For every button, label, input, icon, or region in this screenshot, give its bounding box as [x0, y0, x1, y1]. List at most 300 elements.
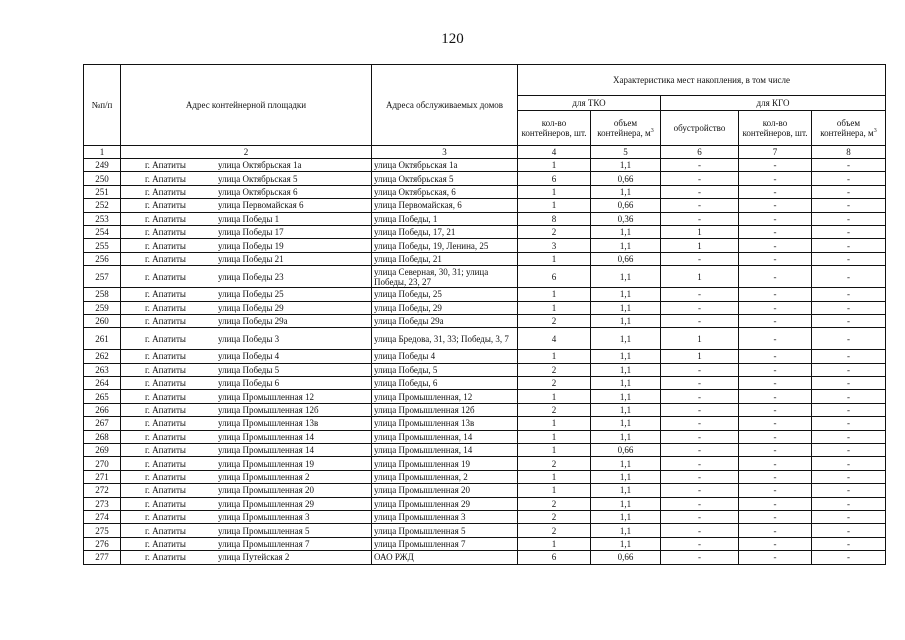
kgo-container-volume: -: [812, 363, 886, 376]
tko-container-count: 1: [518, 417, 591, 430]
kgo-container-count: -: [739, 328, 812, 350]
kgo-arrangement: -: [661, 199, 739, 212]
row-number: 268: [84, 430, 121, 443]
site-city: г. Апатиты: [145, 302, 186, 313]
site-address: [121, 390, 372, 403]
table-row: [84, 430, 886, 443]
kgo-arrangement: 1: [661, 239, 739, 252]
served-houses: улица Победы 4: [372, 350, 518, 363]
tko-container-volume: 1,1: [591, 266, 661, 288]
site-address: [121, 159, 372, 172]
site-street: улица Промышленная 5: [218, 525, 310, 536]
table-body: [84, 159, 886, 565]
tko-container-count: 1: [518, 444, 591, 457]
kgo-container-count: -: [739, 239, 812, 252]
kgo-container-volume: -: [812, 430, 886, 443]
kgo-container-volume: -: [812, 159, 886, 172]
site-street: улица Промышленная 20: [218, 485, 314, 496]
column-index: 3: [372, 146, 518, 159]
tko-container-count: 1: [518, 185, 591, 198]
row-number: 259: [84, 301, 121, 314]
kgo-arrangement: -: [661, 457, 739, 470]
served-houses: улица Октябрьская 1а: [372, 159, 518, 172]
served-houses: улица Промышленная, 2: [372, 470, 518, 483]
site-address: [121, 510, 372, 523]
kgo-container-count: -: [739, 497, 812, 510]
kgo-container-volume: -: [812, 212, 886, 225]
column-index: 5: [591, 146, 661, 159]
kgo-container-volume: -: [812, 328, 886, 350]
site-street: улица Путейская 2: [218, 552, 290, 563]
col-header-kgo: для КГО: [661, 96, 886, 111]
tko-container-count: 2: [518, 510, 591, 523]
tko-container-count: 2: [518, 457, 591, 470]
site-city: г. Апатиты: [145, 227, 186, 238]
served-houses: улица Промышленная 19: [372, 457, 518, 470]
kgo-arrangement: -: [661, 470, 739, 483]
kgo-arrangement: -: [661, 314, 739, 327]
col-header-group: Характеристика мест накопления, в том числе: [518, 65, 886, 96]
site-street: улица Победы 17: [218, 227, 284, 238]
table-row: [84, 363, 886, 376]
kgo-container-count: -: [739, 185, 812, 198]
table-row: [84, 457, 886, 470]
column-index: 2: [121, 146, 372, 159]
site-address: [121, 314, 372, 327]
col-header-kgo-arrangement: обустройство: [661, 111, 739, 146]
tko-container-count: 1: [518, 199, 591, 212]
row-number: 272: [84, 484, 121, 497]
served-houses: улица Победы, 25: [372, 288, 518, 301]
row-number: 274: [84, 510, 121, 523]
served-houses: улица Октябрьская 5: [372, 172, 518, 185]
tko-container-count: 2: [518, 314, 591, 327]
site-street: улица Победы 29: [218, 302, 284, 313]
row-number: 254: [84, 225, 121, 238]
tko-container-count: 8: [518, 212, 591, 225]
kgo-arrangement: -: [661, 212, 739, 225]
kgo-arrangement: 1: [661, 266, 739, 288]
table-row: [84, 551, 886, 564]
tko-container-volume: 1,1: [591, 239, 661, 252]
kgo-container-count: -: [739, 266, 812, 288]
row-number: 273: [84, 497, 121, 510]
col-header-kgo-count: кол-во контейнеров, шт.: [739, 111, 812, 146]
site-address: [121, 288, 372, 301]
served-houses: улица Промышленная 29: [372, 497, 518, 510]
site-city: г. Апатиты: [145, 160, 186, 171]
site-street: улица Победы 19: [218, 240, 284, 251]
tko-container-volume: 1,1: [591, 470, 661, 483]
served-houses: улица Первомайская, 6: [372, 199, 518, 212]
site-address: [121, 377, 372, 390]
row-number: 261: [84, 328, 121, 350]
kgo-container-volume: -: [812, 301, 886, 314]
row-number: 265: [84, 390, 121, 403]
site-address: [121, 239, 372, 252]
tko-container-count: 3: [518, 239, 591, 252]
tko-container-volume: 1,1: [591, 301, 661, 314]
kgo-arrangement: -: [661, 377, 739, 390]
row-number: 258: [84, 288, 121, 301]
site-address: [121, 252, 372, 265]
row-number: 253: [84, 212, 121, 225]
table-row: [84, 159, 886, 172]
site-street: улица Промышленная 12: [218, 391, 314, 402]
table-row: [84, 172, 886, 185]
row-number: 266: [84, 403, 121, 416]
kgo-container-volume: -: [812, 417, 886, 430]
site-address: [121, 524, 372, 537]
kgo-container-count: -: [739, 225, 812, 238]
table-row: [84, 390, 886, 403]
site-address: [121, 417, 372, 430]
site-street: улица Промышленная 7: [218, 538, 310, 549]
col-header-kgo-volume: объем контейнера, $м^3$: [812, 111, 886, 146]
kgo-container-volume: -: [812, 510, 886, 523]
tko-container-count: 2: [518, 524, 591, 537]
table-row: [84, 314, 886, 327]
site-city: г. Апатиты: [145, 240, 186, 251]
site-street: улица Победы 21: [218, 253, 284, 264]
tko-container-count: 1: [518, 252, 591, 265]
tko-container-count: 2: [518, 497, 591, 510]
row-number: 269: [84, 444, 121, 457]
tko-container-volume: 1,1: [591, 363, 661, 376]
kgo-arrangement: -: [661, 484, 739, 497]
kgo-container-volume: -: [812, 470, 886, 483]
row-number: 257: [84, 266, 121, 288]
site-address: [121, 537, 372, 550]
table-row: [84, 301, 886, 314]
column-index: 6: [661, 146, 739, 159]
kgo-arrangement: -: [661, 497, 739, 510]
site-street: улица Промышленная 12б: [218, 405, 319, 416]
tko-container-volume: 1,1: [591, 159, 661, 172]
site-street: улица Промышленная 13в: [218, 418, 319, 429]
table-row: [84, 252, 886, 265]
site-street: улица Победы 29а: [218, 316, 288, 327]
site-city: г. Апатиты: [145, 552, 186, 563]
kgo-arrangement: -: [661, 510, 739, 523]
site-address: [121, 172, 372, 185]
tko-container-volume: 1,1: [591, 288, 661, 301]
site-city: г. Апатиты: [145, 173, 186, 184]
served-houses: улица Промышленная 7: [372, 537, 518, 550]
site-city: г. Апатиты: [145, 213, 186, 224]
site-city: г. Апатиты: [145, 498, 186, 509]
kgo-container-count: -: [739, 417, 812, 430]
served-houses: улица Победы, 5: [372, 363, 518, 376]
site-city: г. Апатиты: [145, 405, 186, 416]
kgo-container-volume: -: [812, 377, 886, 390]
kgo-container-count: -: [739, 377, 812, 390]
served-houses: улица Промышленная 20: [372, 484, 518, 497]
kgo-arrangement: -: [661, 390, 739, 403]
served-houses: улица Победы 29а: [372, 314, 518, 327]
kgo-arrangement: -: [661, 301, 739, 314]
tko-container-volume: 1,1: [591, 390, 661, 403]
served-houses: улица Победы, 29: [372, 301, 518, 314]
tko-container-count: 1: [518, 301, 591, 314]
tko-container-volume: 1,1: [591, 417, 661, 430]
tko-container-volume: 1,1: [591, 225, 661, 238]
site-address: [121, 470, 372, 483]
tko-container-volume: 1,1: [591, 314, 661, 327]
site-city: г. Апатиты: [145, 253, 186, 264]
kgo-container-count: -: [739, 457, 812, 470]
tko-container-count: 2: [518, 363, 591, 376]
kgo-container-count: -: [739, 199, 812, 212]
tko-container-volume: 0,66: [591, 252, 661, 265]
kgo-arrangement: -: [661, 288, 739, 301]
row-number: 249: [84, 159, 121, 172]
table-row: [84, 537, 886, 550]
tko-container-volume: 1,1: [591, 510, 661, 523]
site-street: улица Промышленная 14: [218, 445, 314, 456]
tko-container-volume: 1,1: [591, 185, 661, 198]
kgo-container-volume: -: [812, 524, 886, 537]
kgo-container-count: -: [739, 537, 812, 550]
kgo-container-volume: -: [812, 484, 886, 497]
site-street: улица Октябрьская 6: [218, 186, 298, 197]
row-number: 255: [84, 239, 121, 252]
site-street: улица Победы 5: [218, 364, 280, 375]
kgo-container-volume: -: [812, 403, 886, 416]
kgo-arrangement: -: [661, 417, 739, 430]
kgo-container-count: -: [739, 212, 812, 225]
site-address: [121, 185, 372, 198]
tko-container-count: 1: [518, 470, 591, 483]
kgo-container-volume: -: [812, 239, 886, 252]
kgo-container-count: -: [739, 470, 812, 483]
site-street: улица Промышленная 2: [218, 472, 310, 482]
kgo-container-volume: -: [812, 266, 886, 288]
site-street: улица Промышленная 29: [218, 498, 314, 509]
served-houses: улица Победы, 17, 21: [372, 225, 518, 238]
kgo-container-volume: -: [812, 457, 886, 470]
row-number: 264: [84, 377, 121, 390]
row-number: 277: [84, 551, 121, 564]
tko-container-volume: 1,1: [591, 457, 661, 470]
kgo-container-count: -: [739, 430, 812, 443]
col-header-tko-count: кол-во контейнеров, шт.: [518, 111, 591, 146]
site-street: улица Промышленная 19: [218, 458, 314, 469]
kgo-container-count: -: [739, 484, 812, 497]
col-header-served: Адреса обслуживаемых домов: [372, 65, 518, 146]
kgo-container-volume: -: [812, 497, 886, 510]
kgo-container-count: -: [739, 252, 812, 265]
site-address: [121, 484, 372, 497]
kgo-container-count: -: [739, 363, 812, 376]
table-row: [84, 266, 886, 288]
site-address: [121, 444, 372, 457]
kgo-container-volume: -: [812, 350, 886, 363]
row-number: 260: [84, 314, 121, 327]
table-row: [84, 225, 886, 238]
column-index: 1: [84, 146, 121, 159]
tko-container-volume: 1,1: [591, 484, 661, 497]
tko-container-volume: 1,1: [591, 497, 661, 510]
table-row: [84, 239, 886, 252]
row-number: 256: [84, 252, 121, 265]
tko-container-volume: 0,66: [591, 444, 661, 457]
site-city: г. Апатиты: [145, 391, 186, 402]
table-row: [84, 350, 886, 363]
tko-container-count: 2: [518, 225, 591, 238]
kgo-arrangement: 1: [661, 328, 739, 350]
table-row: [84, 328, 886, 350]
table-row: [84, 288, 886, 301]
kgo-container-count: -: [739, 172, 812, 185]
site-city: г. Апатиты: [145, 512, 186, 523]
kgo-container-volume: -: [812, 314, 886, 327]
col-header-address: Адрес контейнерной площадки: [121, 65, 372, 146]
site-street: улица Октябрьская 5: [218, 173, 298, 184]
site-city: г. Апатиты: [145, 289, 186, 300]
site-address: [121, 301, 372, 314]
served-houses: улица Северная, 30, 31; улица Победы, 23, 27: [372, 266, 518, 288]
site-street: улица Победы 25: [218, 289, 284, 300]
container-sites-table: [83, 64, 886, 565]
kgo-arrangement: -: [661, 444, 739, 457]
site-street: улица Октябрьская 1а: [218, 160, 302, 171]
row-number: 270: [84, 457, 121, 470]
served-houses: улица Бредова, 31, 33; Победы, 3, 7: [372, 328, 518, 350]
kgo-arrangement: 1: [661, 350, 739, 363]
kgo-arrangement: -: [661, 252, 739, 265]
served-houses: улица Победы, 19, Ленина, 25: [372, 239, 518, 252]
tko-container-count: 6: [518, 266, 591, 288]
site-city: г. Апатиты: [145, 525, 186, 536]
site-address: [121, 328, 372, 350]
kgo-container-count: -: [739, 288, 812, 301]
kgo-arrangement: -: [661, 524, 739, 537]
table-row: [84, 497, 886, 510]
site-city: г. Апатиты: [145, 333, 186, 344]
tko-container-count: 1: [518, 484, 591, 497]
kgo-container-volume: -: [812, 225, 886, 238]
table-row: [84, 185, 886, 198]
row-number: 271: [84, 470, 121, 483]
site-street: улица Победы 4: [218, 351, 280, 362]
kgo-container-count: -: [739, 403, 812, 416]
served-houses: улица Промышленная, 12: [372, 390, 518, 403]
site-address: [121, 551, 372, 564]
kgo-arrangement: -: [661, 537, 739, 550]
kgo-container-count: -: [739, 524, 812, 537]
served-houses: улица Победы, 1: [372, 212, 518, 225]
site-city: г. Апатиты: [145, 472, 186, 482]
served-houses: улица Промышленная, 14: [372, 430, 518, 443]
served-houses: улица Промышленная 13в: [372, 417, 518, 430]
table-row: [84, 524, 886, 537]
site-address: [121, 199, 372, 212]
tko-container-count: 1: [518, 159, 591, 172]
kgo-container-count: -: [739, 390, 812, 403]
kgo-container-volume: -: [812, 551, 886, 564]
tko-container-count: 6: [518, 172, 591, 185]
row-number: 250: [84, 172, 121, 185]
tko-container-volume: 1,1: [591, 350, 661, 363]
row-number: 276: [84, 537, 121, 550]
table-row: [84, 417, 886, 430]
site-city: г. Апатиты: [145, 378, 186, 389]
tko-container-count: 1: [518, 537, 591, 550]
site-street: улица Победы 23: [218, 271, 284, 282]
site-address: [121, 225, 372, 238]
site-street: улица Первомайская 6: [218, 200, 304, 211]
served-houses: улица Промышленная 5: [372, 524, 518, 537]
tko-container-volume: 1,1: [591, 430, 661, 443]
kgo-arrangement: -: [661, 159, 739, 172]
tko-container-count: 1: [518, 350, 591, 363]
kgo-container-count: -: [739, 444, 812, 457]
site-city: г. Апатиты: [145, 485, 186, 496]
kgo-container-count: -: [739, 301, 812, 314]
served-houses: улица Октябрьская, 6: [372, 185, 518, 198]
site-city: г. Апатиты: [145, 458, 186, 469]
tko-container-volume: 0,36: [591, 212, 661, 225]
column-index: 7: [739, 146, 812, 159]
table-row: [84, 199, 886, 212]
site-street: улица Победы 6: [218, 378, 280, 389]
site-city: г. Апатиты: [145, 186, 186, 197]
site-city: г. Апатиты: [145, 271, 186, 282]
site-city: г. Апатиты: [145, 538, 186, 549]
site-address: [121, 212, 372, 225]
served-houses: улица Промышленная 12б: [372, 403, 518, 416]
tko-container-count: 6: [518, 551, 591, 564]
column-index: 4: [518, 146, 591, 159]
tko-container-count: 4: [518, 328, 591, 350]
kgo-arrangement: 1: [661, 225, 739, 238]
site-street: улица Промышленная 3: [218, 512, 310, 523]
site-city: г. Апатиты: [145, 418, 186, 429]
kgo-container-count: -: [739, 510, 812, 523]
site-street: улица Победы 1: [218, 213, 280, 224]
table-row: [84, 403, 886, 416]
served-houses: улица Победы, 21: [372, 252, 518, 265]
tko-container-volume: 1,1: [591, 377, 661, 390]
table-row: [84, 444, 886, 457]
table-row: [84, 484, 886, 497]
kgo-container-volume: -: [812, 537, 886, 550]
site-city: г. Апатиты: [145, 364, 186, 375]
row-number: 262: [84, 350, 121, 363]
col-header-tko: для ТКО: [518, 96, 661, 111]
page-number: 120: [441, 31, 464, 47]
tko-container-count: 1: [518, 430, 591, 443]
site-address: [121, 457, 372, 470]
tko-container-volume: 1,1: [591, 537, 661, 550]
kgo-container-volume: -: [812, 185, 886, 198]
served-houses: улица Промышленная, 14: [372, 444, 518, 457]
kgo-container-volume: -: [812, 390, 886, 403]
site-street: улица Победы 3: [218, 333, 280, 344]
row-number: 252: [84, 199, 121, 212]
kgo-container-count: -: [739, 314, 812, 327]
kgo-container-volume: -: [812, 172, 886, 185]
row-number: 267: [84, 417, 121, 430]
kgo-container-volume: -: [812, 199, 886, 212]
kgo-container-count: -: [739, 350, 812, 363]
site-address: [121, 430, 372, 443]
served-houses: улица Промышленная 3: [372, 510, 518, 523]
kgo-container-volume: -: [812, 444, 886, 457]
table-row: [84, 212, 886, 225]
kgo-arrangement: -: [661, 551, 739, 564]
